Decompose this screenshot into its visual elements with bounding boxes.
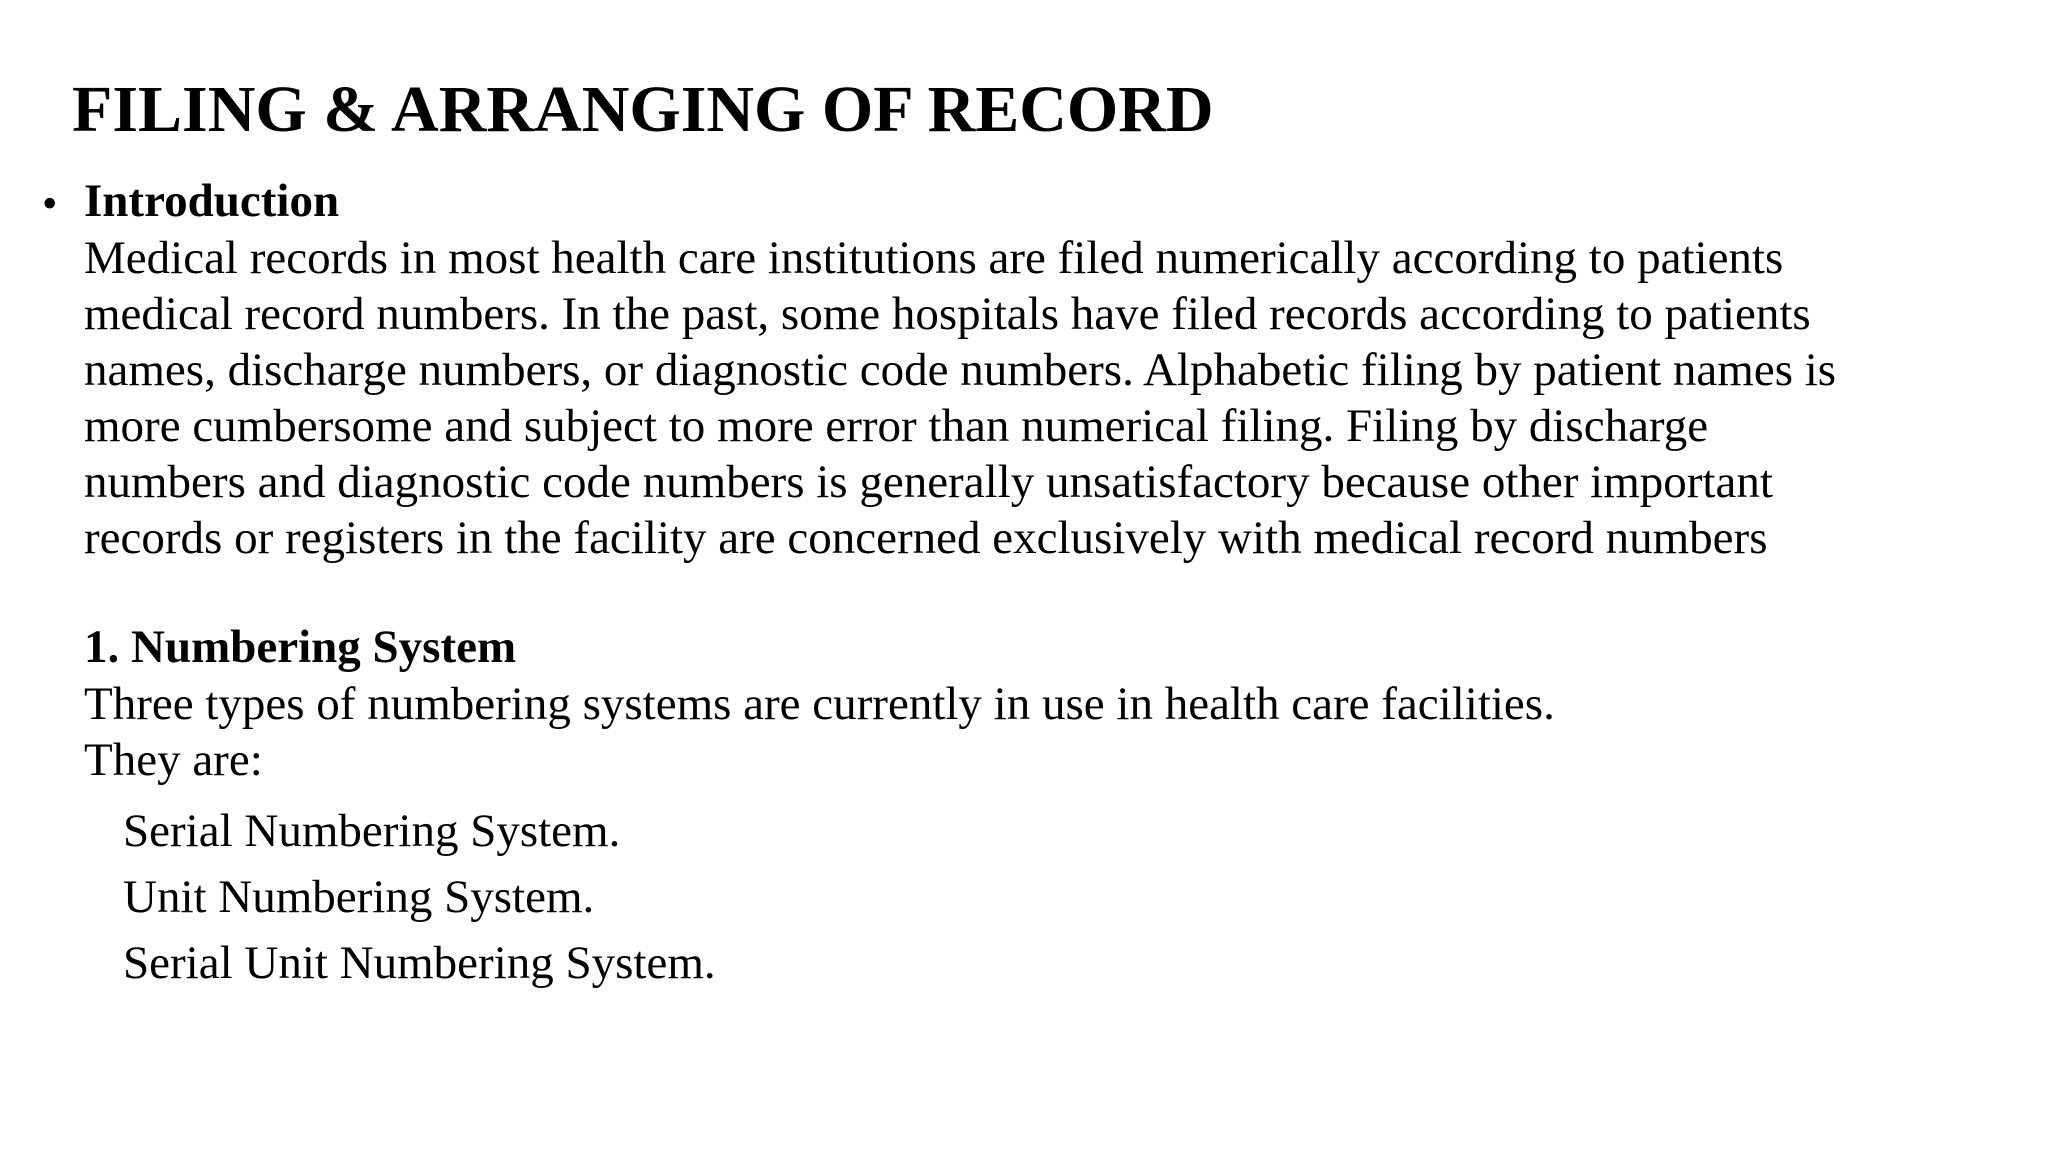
numbering-heading: 1. Numbering System bbox=[84, 621, 517, 673]
slide-title: FILING & ARRANGING OF RECORD bbox=[72, 73, 1214, 146]
slide-content bbox=[84, 172, 2014, 996]
list-item: Serial Unit Numbering System. bbox=[123, 937, 716, 989]
intro-line-6: records or registers in the facility are concerned exclusively with medical record numbers bbox=[84, 512, 1768, 564]
intro-line-2: medical record numbers. In the past, some hospitals have filed records according to patients bbox=[84, 288, 1811, 340]
numbering-line-2: They are: bbox=[84, 734, 263, 786]
bullet-marker: • bbox=[42, 179, 58, 228]
intro-heading: Introduction bbox=[84, 175, 340, 227]
section-gap bbox=[84, 566, 2014, 618]
intro-line-3: names, discharge numbers, or diagnostic code numbers. Alphabetic filing by patient names is bbox=[84, 344, 1837, 396]
intro-line-4: more cumbersome and subject to more error than numerical filing. Filing by discharge bbox=[84, 400, 1709, 452]
numbering-list bbox=[123, 798, 2014, 996]
numbering-line-1: Three types of numbering systems are currently in use in health care facilities. bbox=[84, 678, 1555, 730]
intro-line-5: numbers and diagnostic code numbers is generally unsatisfactory because other important bbox=[84, 456, 1773, 508]
intro-line-1: Medical records in most health care institutions are filed numerically according to patients bbox=[84, 232, 1784, 284]
list-item: Serial Numbering System. bbox=[123, 805, 621, 857]
list-item: Unit Numbering System. bbox=[123, 871, 595, 923]
